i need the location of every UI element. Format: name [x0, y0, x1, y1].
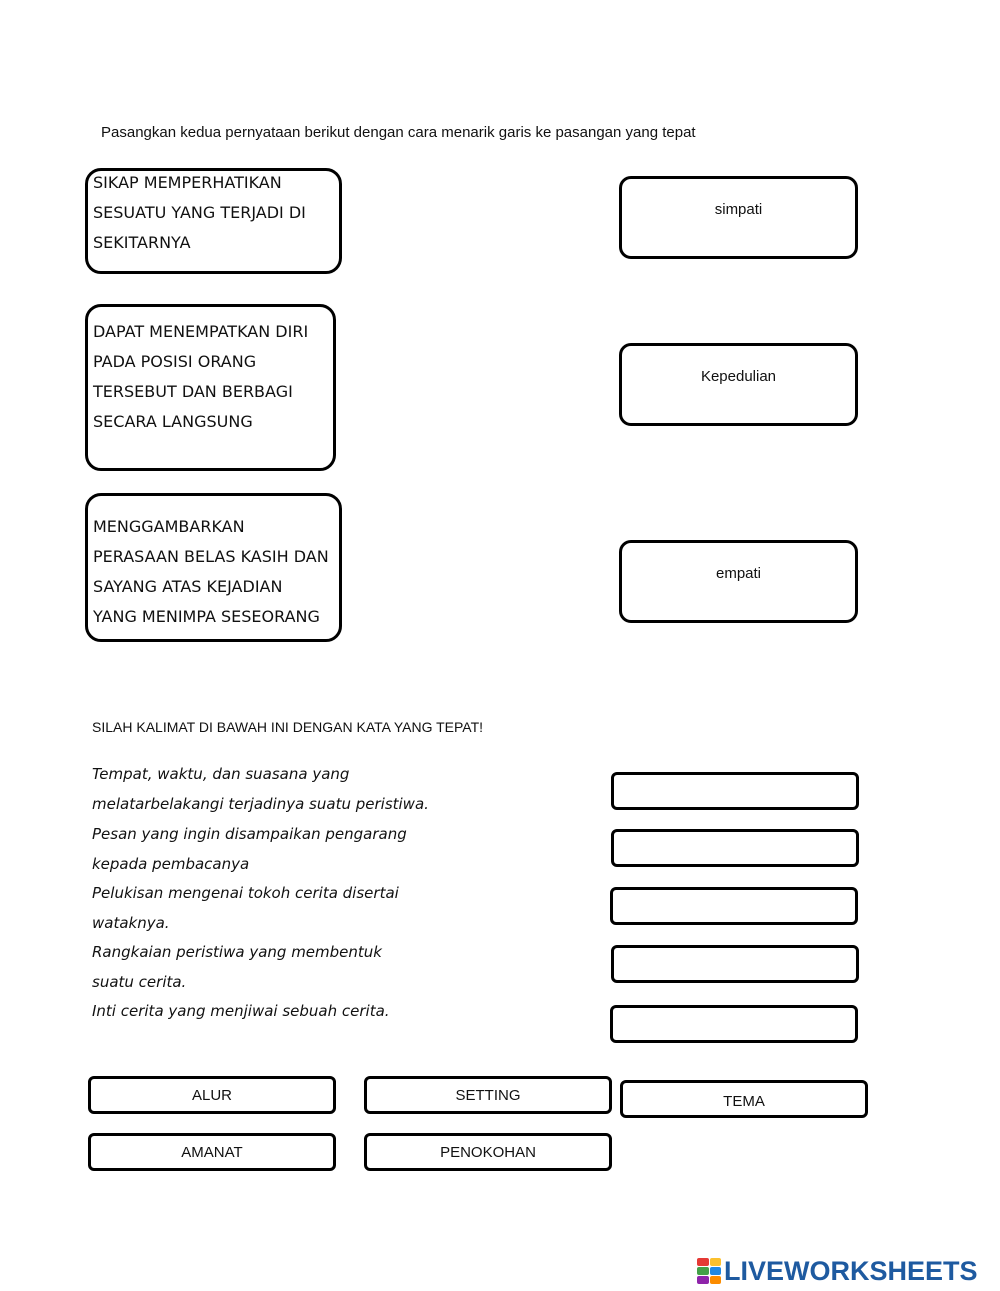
fill-instruction: SILAH KALIMAT DI BAWAH INI DENGAN KATA YANG TEPAT!	[92, 719, 484, 735]
answer-text: empati	[715, 565, 762, 582]
liveworksheets-logo	[697, 1254, 978, 1288]
answer-blank-1[interactable]	[611, 772, 859, 810]
statement-text: SIKAP MEMPERHATIKAN SESUATU YANG TERJADI DI SEKITARNYA	[93, 173, 306, 252]
logo-text: LIVEWORKSHEETS	[724, 1255, 978, 1286]
statement-text: MENGGAMBARKAN PERASAAN BELAS KASIH DAN SAYANG ATAS KEJADIAN YANG MENIMPA SESEORANG	[93, 517, 329, 626]
statement-box-2[interactable]	[85, 304, 336, 471]
option-setting[interactable]: SETTING	[364, 1076, 612, 1114]
option-amanat[interactable]: AMANAT	[88, 1133, 336, 1171]
sentence-5: Inti cerita yang menjiwai sebuah cerita.	[92, 1002, 390, 1020]
logo-icon	[697, 1258, 721, 1284]
match-instruction: Pasangkan kedua pernyataan berikut dengan cara menarik garis ke pasangan yang tepat	[101, 124, 696, 141]
answer-blank-5[interactable]	[610, 1005, 858, 1043]
statement-box-1[interactable]	[85, 168, 342, 274]
answer-blank-4[interactable]	[611, 945, 859, 983]
sentence-2: Pesan yang ingin disampaikan pengarang kepada pembacanya	[92, 825, 407, 873]
answer-box-3[interactable]	[619, 540, 858, 623]
sentence-4: Rangkaian peristiwa yang membentuk suatu cerita.	[92, 943, 382, 991]
option-alur[interactable]: ALUR	[88, 1076, 336, 1114]
answer-box-2[interactable]	[619, 343, 858, 426]
answer-blank-3[interactable]	[610, 887, 858, 925]
sentence-3: Pelukisan mengenai tokoh cerita disertai wataknya.	[92, 884, 399, 932]
option-tema[interactable]: TEMA	[620, 1080, 868, 1118]
statement-text: DAPAT MENEMPATKAN DIRI PADA POSISI ORANG TERSEBUT DAN BERBAGI SECARA LANGSUNG	[93, 322, 309, 431]
option-penokohan[interactable]: PENOKOHAN	[364, 1133, 612, 1171]
answer-text: Kepedulian	[700, 368, 777, 385]
answer-blank-2[interactable]	[611, 829, 859, 867]
statement-box-3[interactable]	[85, 493, 342, 642]
sentence-1: Tempat, waktu, dan suasana yang melatarbelakangi terjadinya suatu peristiwa.	[92, 765, 429, 813]
answer-text: simpati	[714, 201, 763, 218]
answer-box-1[interactable]	[619, 176, 858, 259]
